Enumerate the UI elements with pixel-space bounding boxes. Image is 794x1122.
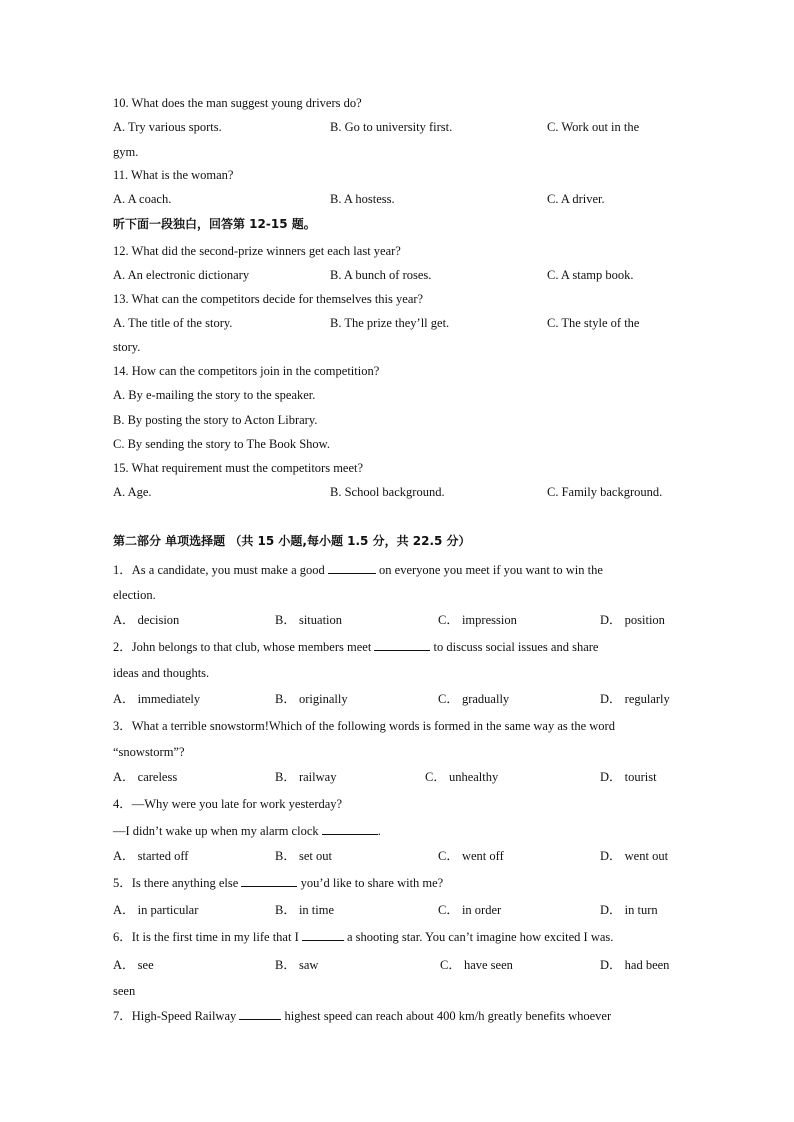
- question-2-option-d: D． regularly: [600, 692, 670, 706]
- question-6-option-d: D． had been: [600, 958, 670, 972]
- question-5-option-c: C． in order: [438, 903, 502, 917]
- question-1-option-d: D． position: [600, 613, 665, 627]
- question-4-option-c: C． went off: [438, 849, 504, 863]
- question-5-option-d: D． in turn: [600, 903, 658, 917]
- question-12-stem: 12. What did the second-prize winners get each last year?: [113, 244, 401, 258]
- question-14-stem: 14. How can the competitors join in the competition?: [113, 364, 380, 378]
- answer-blank: [302, 929, 344, 941]
- question-4-option-a: A． started off: [113, 849, 189, 863]
- question-5-option-a: A． in particular: [113, 903, 199, 917]
- answer-blank: [322, 823, 378, 835]
- question-15-option-b: B. School background.: [330, 485, 445, 499]
- question-11-option-c: C. A driver.: [547, 192, 605, 206]
- question-4-stem-line2: —I didn’t wake up when my alarm clock .: [113, 824, 381, 838]
- answer-blank: [374, 639, 430, 651]
- question-13-option-c-continuation: story.: [113, 340, 141, 354]
- question-10-stem: 10. What does the man suggest young drivers do?: [113, 96, 362, 110]
- question-1-option-b: B． situation: [275, 613, 343, 627]
- question-4-stem: 4．—Why were you late for work yesterday?: [113, 797, 343, 811]
- question-6-option-d-continuation: seen: [113, 984, 136, 998]
- question-1-stem-continuation: election.: [113, 588, 156, 602]
- question-3-option-a: A． careless: [113, 770, 178, 784]
- question-3-stem-continuation: “snowstorm”?: [113, 745, 185, 759]
- question-2-option-a: A． immediately: [113, 692, 201, 706]
- answer-blank: [241, 875, 297, 887]
- question-6-option-a: A． see: [113, 958, 154, 972]
- question-15-option-a: A. Age.: [113, 485, 152, 499]
- question-4-option-b: B． set out: [275, 849, 332, 863]
- question-13-option-a: A. The title of the story.: [113, 316, 233, 330]
- question-6-option-c: C． have seen: [440, 958, 513, 972]
- question-2-option-c: C． gradually: [438, 692, 510, 706]
- question-10-option-a: A. Try various sports.: [113, 120, 222, 134]
- question-3-stem: 3．What a terrible snowstorm!Which of the following words is formed in the same way as the word: [113, 719, 615, 733]
- question-10-option-b: B. Go to university first.: [330, 120, 453, 134]
- question-11-option-b: B. A hostess.: [330, 192, 395, 206]
- question-12-option-b: B. A bunch of roses.: [330, 268, 432, 282]
- question-5-option-b: B． in time: [275, 903, 335, 917]
- question-14-option-b: B. By posting the story to Acton Library.: [113, 413, 318, 427]
- question-11-option-a: A. A coach.: [113, 192, 172, 206]
- question-11-stem: 11. What is the woman?: [113, 168, 234, 182]
- question-14-option-a: A. By e-mailing the story to the speaker.: [113, 388, 316, 402]
- listening-instruction: 听下面一段独白，回答第 12-15 题。: [113, 217, 316, 231]
- question-14-option-c: C. By sending the story to The Book Show.: [113, 437, 331, 451]
- question-7-stem: 7．High-Speed Railway highest speed can reach about 400 km/h greatly benefits whoever: [113, 1009, 612, 1023]
- part2-heading: 第二部分 单项选择题 （共 15 小题,每小题 1.5 分，共 22.5 分）: [113, 534, 471, 548]
- question-3-option-d: D． tourist: [600, 770, 657, 784]
- question-13-option-b: B. The prize they’ll get.: [330, 316, 450, 330]
- question-1-option-a: A． decision: [113, 613, 180, 627]
- question-12-option-c: C. A stamp book.: [547, 268, 634, 282]
- question-2-stem-continuation: ideas and thoughts.: [113, 666, 210, 680]
- question-1-stem: 1．As a candidate, you must make a good on everyone you meet if you want to win the: [113, 563, 603, 577]
- question-13-stem: 13. What can the competitors decide for themselves this year?: [113, 292, 424, 306]
- question-1-option-c: C． impression: [438, 613, 517, 627]
- question-13-option-c: C. The style of the: [547, 316, 640, 330]
- question-15-option-c: C. Family background.: [547, 485, 663, 499]
- question-4-option-d: D． went out: [600, 849, 669, 863]
- answer-blank: [239, 1008, 281, 1020]
- question-5-stem: 5．Is there anything else you’d like to share with me?: [113, 876, 444, 890]
- question-6-stem: 6．It is the first time in my life that I a shooting star. You can’t imagine how excited I was.: [113, 930, 614, 944]
- question-2-stem: 2．John belongs to that club, whose members meet to discuss social issues and share: [113, 640, 599, 654]
- question-15-stem: 15. What requirement must the competitors meet?: [113, 461, 364, 475]
- question-2-option-b: B． originally: [275, 692, 348, 706]
- question-3-option-c: C． unhealthy: [425, 770, 499, 784]
- question-12-option-a: A. An electronic dictionary: [113, 268, 250, 282]
- question-10-option-c: C. Work out in the: [547, 120, 640, 134]
- answer-blank: [328, 562, 376, 574]
- question-6-option-b: B． saw: [275, 958, 319, 972]
- question-10-option-c-continuation: gym.: [113, 145, 139, 159]
- question-3-option-b: B． railway: [275, 770, 337, 784]
